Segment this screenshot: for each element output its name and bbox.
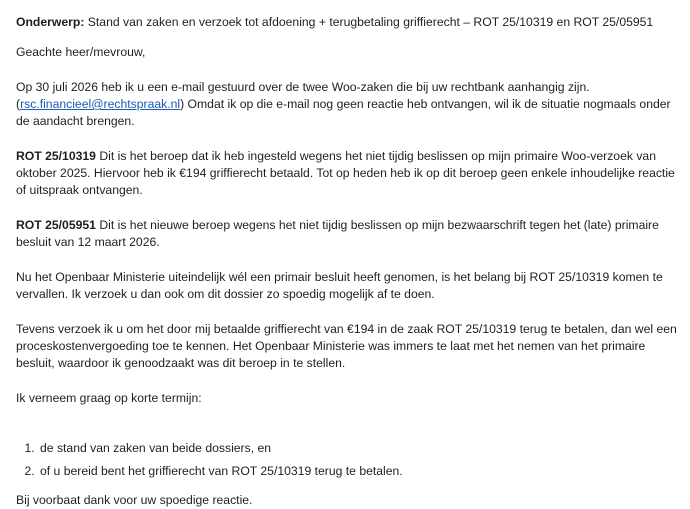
paragraph-case-2 — [16, 217, 678, 251]
closing-line: Bij voorbaat dank voor uw spoedige reactie. — [16, 493, 253, 507]
list-item: 1. de stand van zaken van beide dossiers, en — [38, 440, 678, 457]
email-link[interactable]: rsc.financieel@rechtspraak.nl — [20, 97, 181, 111]
case-number: ROT 25/05951 — [16, 218, 96, 232]
list-item: 2. of u bereid bent het griffierecht van ROT 25/10319 terug te betalen. — [38, 463, 678, 480]
paragraph-request-intro: Ik verneem graag op korte termijn: — [16, 391, 202, 405]
request-list — [16, 440, 678, 480]
email-body — [16, 14, 678, 509]
subject-text: Stand van zaken en verzoek tot afdoening + terugbetaling griffierecht – ROT 25/10319 en ROT 25/05951 — [87, 15, 654, 29]
case-number: ROT 25/10319 — [16, 149, 96, 163]
paragraph-text: ) Omdat ik op die e-mail nog geen reactie heb ontvangen, wil ik de situatie nogmaals onder de aandacht brengen. — [16, 97, 671, 128]
paragraph-case-1 — [16, 148, 678, 199]
subject-label: Onderwerp: — [16, 15, 85, 29]
email-subject — [16, 14, 678, 31]
case-description: Dit is het beroep dat ik heb ingesteld wegens het niet tijdig beslissen op mijn primaire Woo-verzoek van oktober 2025. Hiervoor heb ik €194 griffierecht betaald. Tot op heden heb ik op dit beroep geen enkele inhoudelijke reactie of uitspraak ontvangen. — [16, 149, 675, 197]
paragraph-previous-email — [16, 79, 678, 130]
case-description: Dit is het nieuwe beroep wegens het niet tijdig beslissen op mijn bezwaarschrift tegen het (late) primaire besluit van 12 maart 2026. — [16, 218, 659, 249]
greeting: Geachte heer/mevrouw, — [16, 45, 146, 59]
paragraph-text: Op 30 juli 2026 heb ik u een e-mail gestuurd over de twee Woo-zaken die bij uw rechtbank aanhangig zijn. ( — [16, 80, 590, 111]
paragraph-refund-request: Tevens verzoek ik u om het door mij betaalde griffierecht van €194 in de zaak ROT 25/10319 terug te betalen, dan wel een proceskostenvergoeding toe te kennen. Het Openbaar Ministerie was immers te laat met het nemen van het primaire besluit, waardoor ik genoodzaakt was dit beroep in te stellen. — [16, 322, 677, 370]
paragraph-ministry-decision: Nu het Openbaar Ministerie uiteindelijk wél een primair besluit heeft genomen, is het belang bij ROT 25/10319 komen te vervallen. Ik verzoek u dan ook om dit dossier zo spoedig mogelijk af te doen. — [16, 270, 663, 301]
